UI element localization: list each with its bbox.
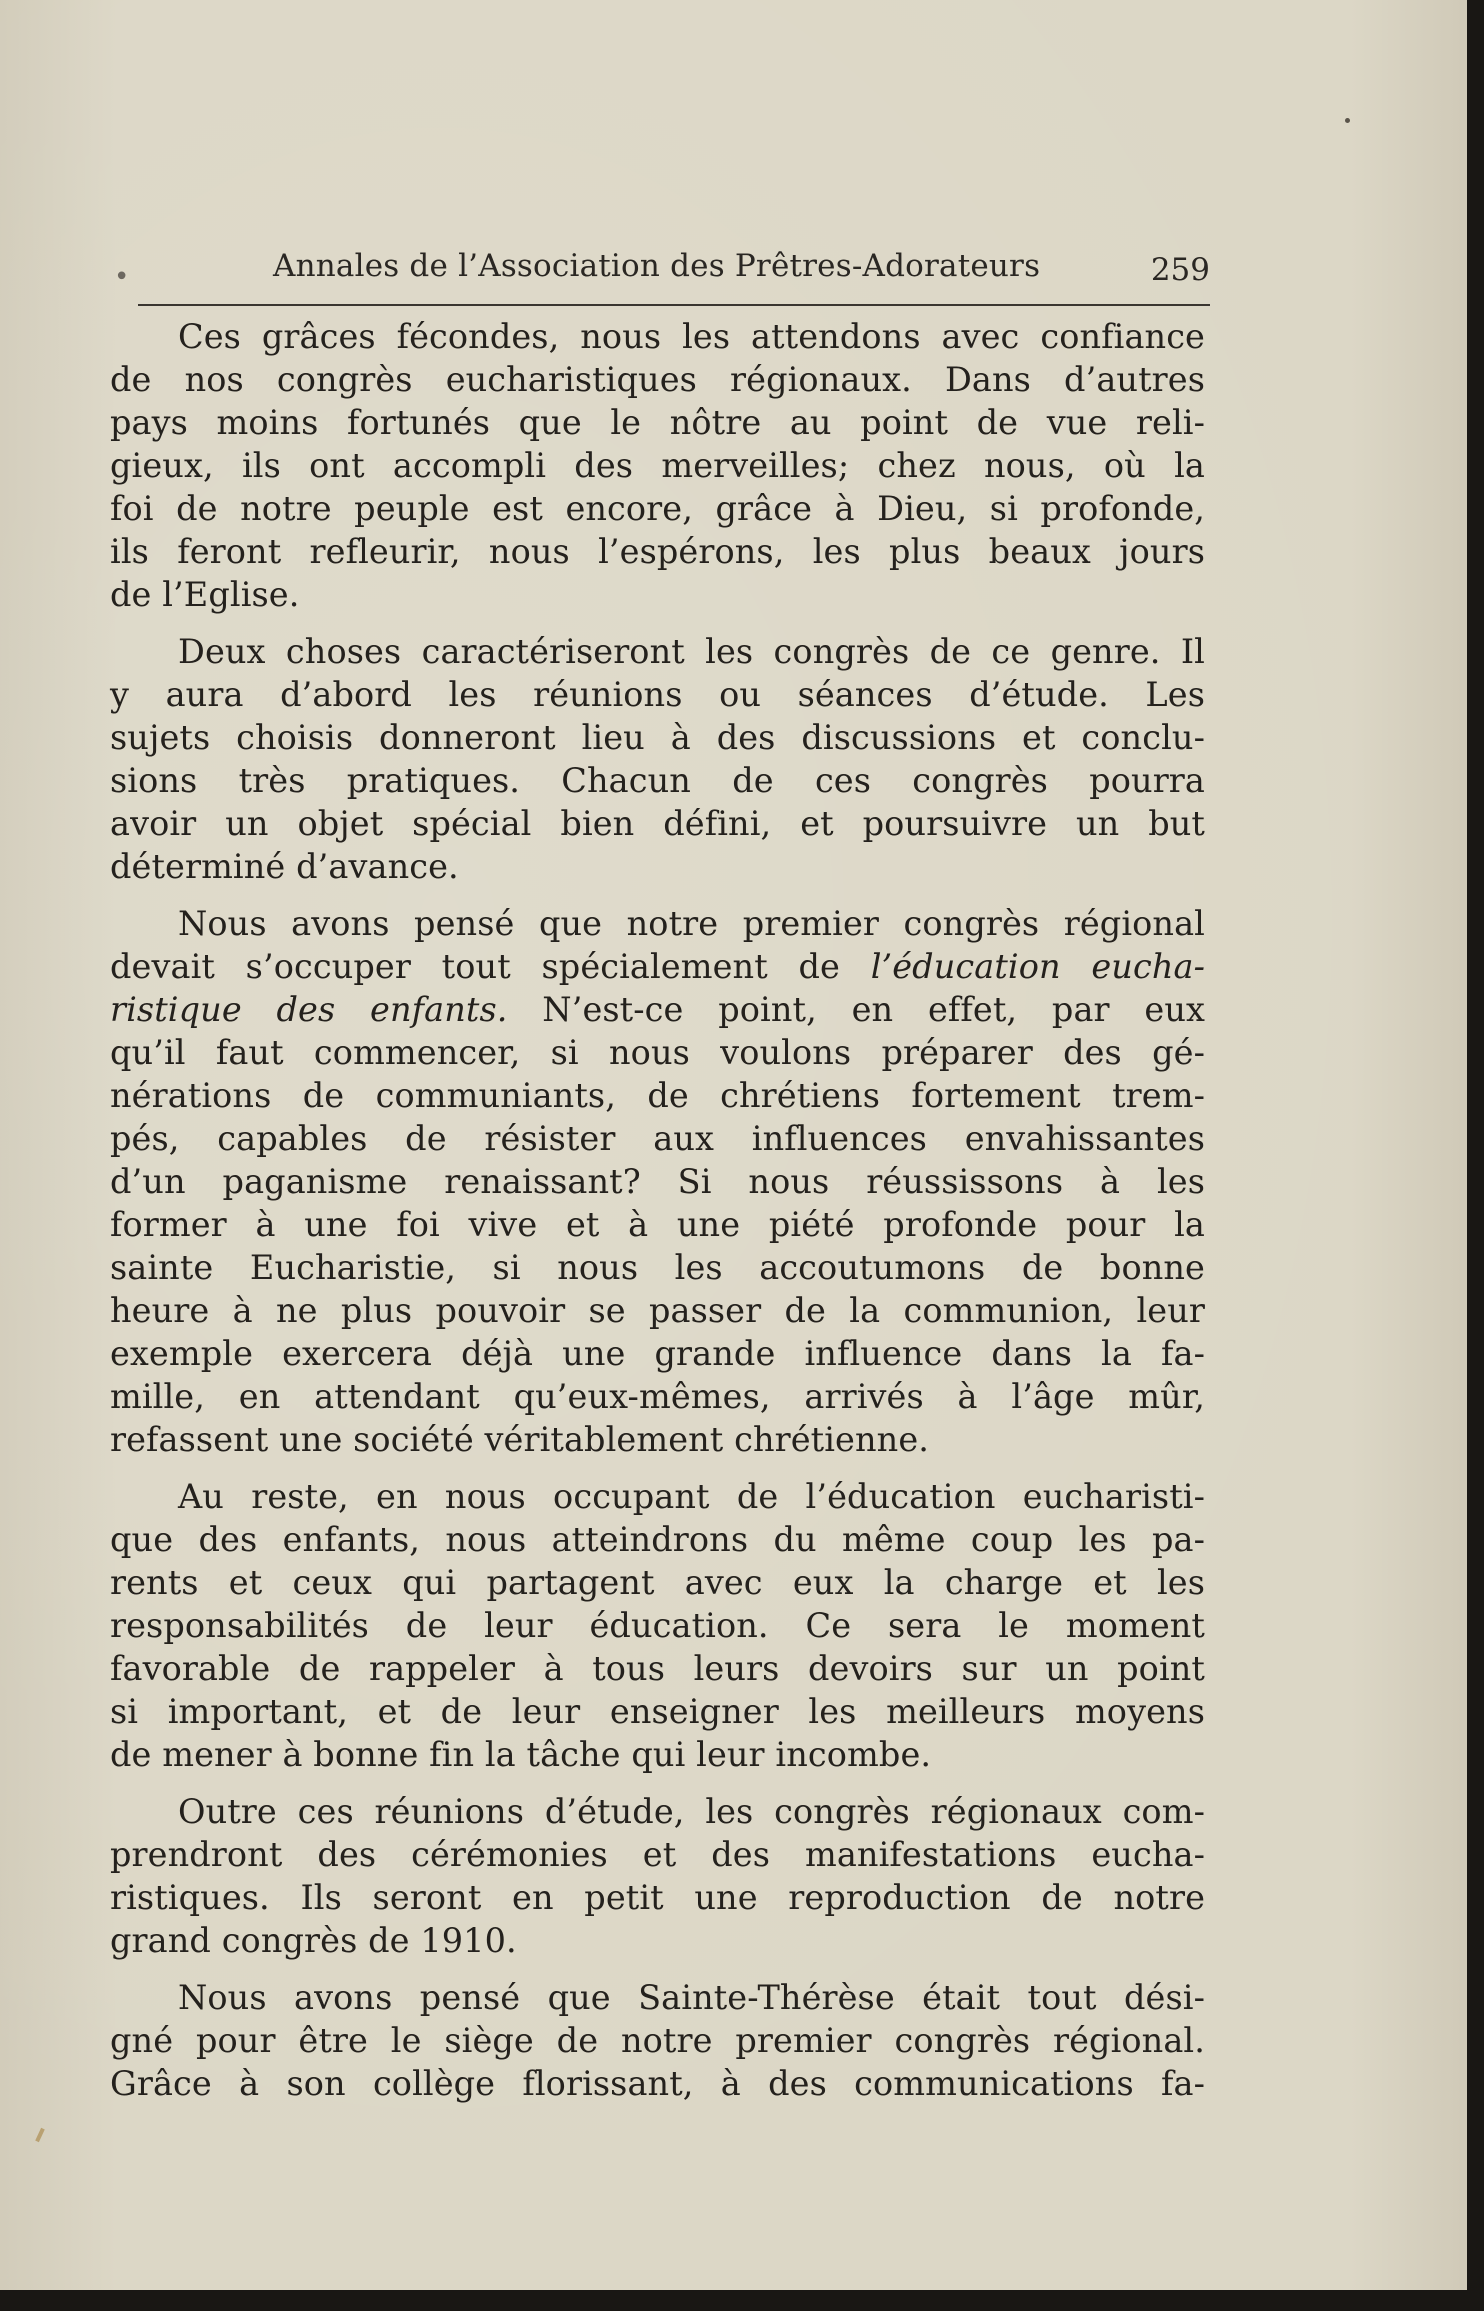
text-line: favorable de rappeler à tous leurs devoirs sur un point bbox=[110, 1649, 1205, 1688]
italic-phrase: ristique des enfants. bbox=[110, 990, 508, 1029]
text-line: Ces grâces fécondes, nous les attendons avec confiance bbox=[178, 317, 1205, 356]
text-line: avoir un objet spécial bien défini, et poursuivre un but bbox=[110, 804, 1205, 843]
text-line: déterminé d’avance. bbox=[110, 847, 459, 886]
paragraph-5 bbox=[110, 1790, 1205, 1962]
text-line: Nous avons pensé que notre premier congrès régional bbox=[178, 904, 1205, 943]
text-line: gné pour être le siège de notre premier congrès régional. bbox=[110, 2021, 1205, 2060]
text-line: si important, et de leur enseigner les meilleurs moyens bbox=[110, 1692, 1205, 1731]
running-header bbox=[114, 248, 1210, 308]
header-rule bbox=[138, 304, 1210, 306]
paper-mark bbox=[35, 2128, 45, 2142]
text-line: prendront des cérémonies et des manifestations eucha- bbox=[110, 1835, 1205, 1874]
text-line: de l’Eglise. bbox=[110, 575, 300, 614]
paragraph-3 bbox=[110, 902, 1205, 1461]
text-line: sujets choisis donneront lieu à des discussions et conclu- bbox=[110, 718, 1205, 757]
text-line: ils feront refleurir, nous l’espérons, les plus beaux jours bbox=[110, 532, 1205, 571]
text-line: Outre ces réunions d’étude, les congrès régionaux com- bbox=[178, 1792, 1205, 1831]
margin-dot: • bbox=[114, 262, 130, 292]
text-run: N’est-ce point, en effet, par eux bbox=[507, 990, 1206, 1029]
body-text bbox=[110, 315, 1205, 2119]
text-line: Nous avons pensé que Sainte-Thérèse était tout dési- bbox=[178, 1978, 1205, 2017]
text-line: pays moins fortunés que le nôtre au point de vue reli- bbox=[110, 403, 1205, 442]
text-line: de mener à bonne fin la tâche qui leur incombe. bbox=[110, 1735, 932, 1774]
text-line: foi de notre peuple est encore, grâce à Dieu, si profonde, bbox=[110, 489, 1205, 528]
text-line: qu’il faut commencer, si nous voulons préparer des gé- bbox=[110, 1033, 1205, 1072]
paragraph-2 bbox=[110, 630, 1205, 888]
text-line: exemple exercera déjà une grande influence dans la fa- bbox=[110, 1334, 1205, 1373]
text-line: y aura d’abord les réunions ou séances d’étude. Les bbox=[110, 675, 1205, 714]
text-line: nérations de communiants, de chrétiens fortement trem- bbox=[110, 1076, 1205, 1115]
text-line: Au reste, en nous occupant de l’éducation eucharisti- bbox=[178, 1477, 1205, 1516]
text-line: heure à ne plus pouvoir se passer de la communion, leur bbox=[110, 1291, 1205, 1330]
text-line: ristiques. Ils seront en petit une reproduction de notre bbox=[110, 1878, 1205, 1917]
paper-speck bbox=[1345, 118, 1350, 123]
text-line: de nos congrès eucharistiques régionaux. Dans d’autres bbox=[110, 360, 1205, 399]
text-line: gieux, ils ont accompli des merveilles; chez nous, où la bbox=[110, 446, 1205, 485]
running-title: Annales de l’Association des Prêtres-Adorateurs bbox=[273, 248, 1041, 284]
text-line: sainte Eucharistie, si nous les accoutumons de bonne bbox=[110, 1248, 1205, 1287]
paragraph-4 bbox=[110, 1475, 1205, 1776]
italic-phrase: l’éducation eucha- bbox=[870, 947, 1206, 986]
text-line: grand congrès de 1910. bbox=[110, 1921, 517, 1960]
text-run: devait s’occuper tout spécialement de bbox=[110, 947, 871, 986]
paragraph-1 bbox=[110, 315, 1205, 616]
text-line bbox=[110, 988, 1205, 1031]
text-line: mille, en attendant qu’eux-mêmes, arrivés à l’âge mûr, bbox=[110, 1377, 1205, 1416]
text-line: pés, capables de résister aux influences envahissantes bbox=[110, 1119, 1205, 1158]
text-line: que des enfants, nous atteindrons du même coup les pa- bbox=[110, 1520, 1205, 1559]
text-line: sions très pratiques. Chacun de ces congrès pourra bbox=[110, 761, 1205, 800]
text-line: former à une foi vive et à une piété profonde pour la bbox=[110, 1205, 1205, 1244]
text-line: rents et ceux qui partagent avec eux la charge et les bbox=[110, 1563, 1205, 1602]
page-number: 259 bbox=[1150, 252, 1210, 288]
text-line: responsabilités de leur éducation. Ce sera le moment bbox=[110, 1606, 1205, 1645]
text-line: Deux choses caractériseront les congrès de ce genre. Il bbox=[178, 632, 1205, 671]
text-line: d’un paganisme renaissant? Si nous réussissons à les bbox=[110, 1162, 1205, 1201]
text-line: refassent une société véritablement chrétienne. bbox=[110, 1420, 930, 1459]
text-line bbox=[110, 945, 1205, 988]
text-line: Grâce à son collège florissant, à des communications fa- bbox=[110, 2064, 1205, 2103]
paragraph-6 bbox=[110, 1976, 1205, 2105]
